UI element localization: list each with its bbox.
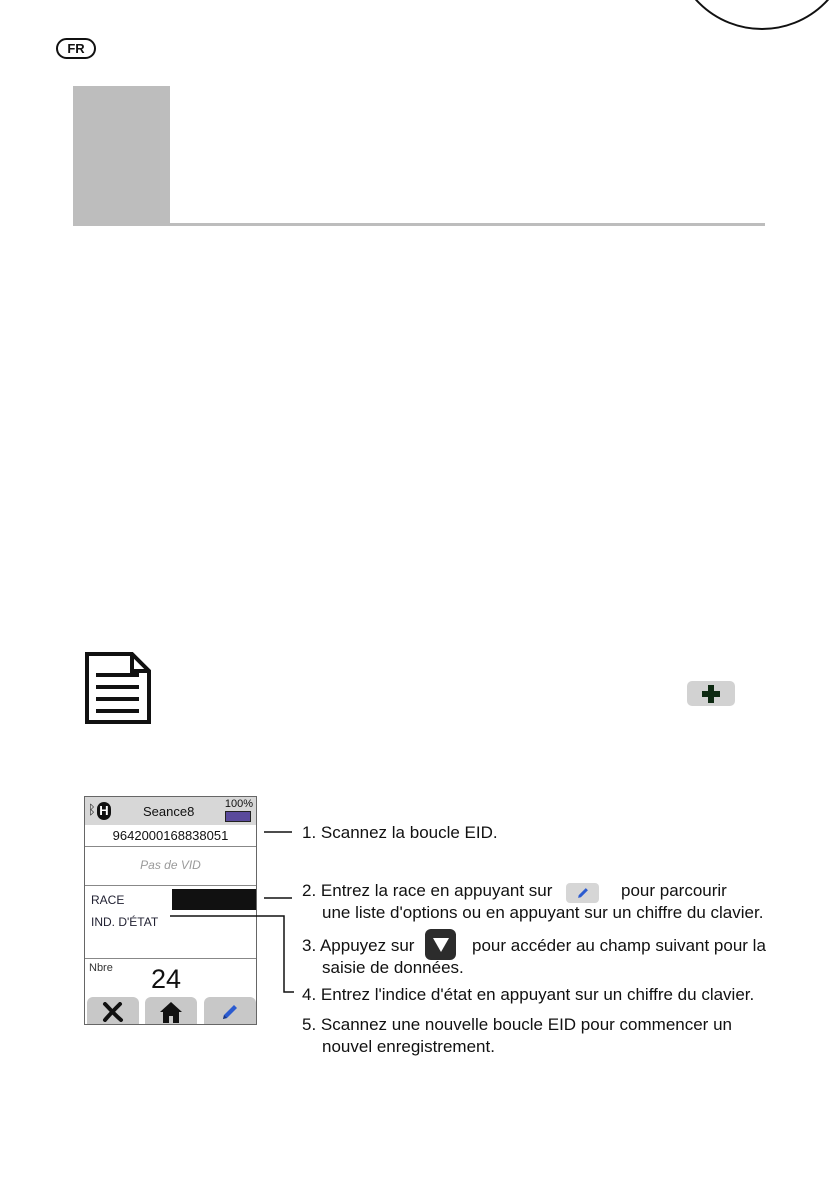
session-name: Seance8 bbox=[143, 804, 195, 819]
step-5: 5. Scannez une nouvelle boucle EID pour commencer un bbox=[302, 1015, 732, 1034]
header-divider bbox=[73, 223, 765, 226]
pencil-icon bbox=[220, 1002, 240, 1022]
race-label: RACE bbox=[91, 893, 125, 907]
down-key bbox=[425, 929, 456, 960]
home-icon bbox=[159, 1001, 183, 1023]
step-5-cont: nouvel enregistrement. bbox=[322, 1037, 495, 1056]
edit-key bbox=[566, 883, 599, 903]
h-badge: H bbox=[97, 802, 111, 820]
count-value: 24 bbox=[151, 964, 182, 994]
vid-placeholder: Pas de VID bbox=[85, 846, 256, 886]
step-2-cont: une liste d'options ou en appuyant sur un chiffre du clavier. bbox=[322, 903, 764, 922]
step-3-end: pour accéder au champ suivant pour la bbox=[472, 936, 766, 955]
step-3-cont: saisie de données. bbox=[322, 958, 464, 977]
note-document-icon bbox=[84, 651, 152, 725]
chapter-block bbox=[73, 86, 170, 225]
etat-label: IND. D'ÉTAT bbox=[91, 915, 159, 929]
language-badge: FR bbox=[56, 38, 96, 59]
cancel-button[interactable] bbox=[87, 997, 139, 1025]
eid-value: 9642000168838051 bbox=[85, 825, 256, 847]
count-label: Nbre bbox=[89, 962, 113, 974]
battery-percent: 100% bbox=[224, 798, 253, 810]
step-2-start: 2. Entrez la race en appuyant sur bbox=[302, 881, 553, 900]
step-1: 1. Scannez la boucle EID. bbox=[302, 823, 498, 842]
step-4: 4. Entrez l'indice d'état en appuyant sur un chiffre du clavier. bbox=[302, 985, 755, 1004]
home-button[interactable] bbox=[145, 997, 197, 1025]
step-3-start: 3. Appuyez sur bbox=[302, 936, 415, 955]
device-header bbox=[85, 797, 256, 825]
plus-icon bbox=[701, 684, 721, 704]
edit-button[interactable] bbox=[204, 997, 256, 1025]
bluetooth-icon: ᛒ bbox=[88, 802, 96, 817]
step-2-end: pour parcourir bbox=[621, 881, 727, 900]
divider bbox=[85, 958, 256, 959]
down-triangle-icon bbox=[432, 937, 450, 953]
plus-key bbox=[687, 681, 735, 706]
battery-icon bbox=[225, 811, 251, 822]
x-icon bbox=[102, 1002, 124, 1022]
corner-decoration bbox=[672, 0, 839, 30]
pencil-icon bbox=[576, 886, 590, 900]
race-field[interactable] bbox=[172, 889, 257, 910]
device-screen bbox=[84, 796, 257, 1025]
